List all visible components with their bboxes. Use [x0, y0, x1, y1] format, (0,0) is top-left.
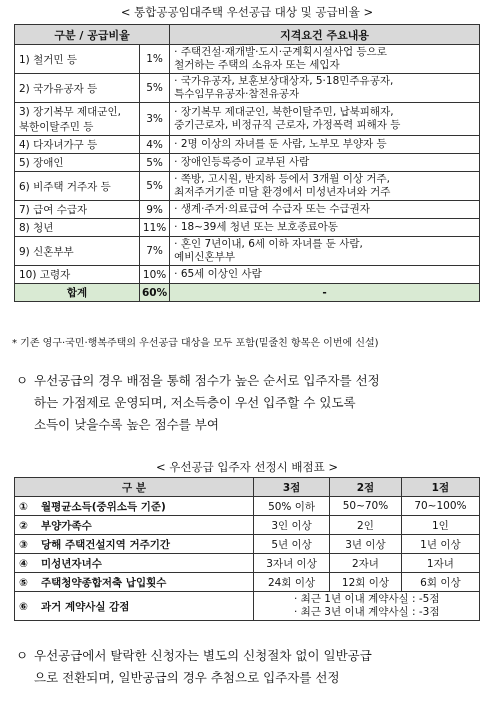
para1-line2: 하는 가점제로 운영되며, 저소득층이 우선 입주할 수 있도록 [34, 395, 356, 410]
header-2pts: 2점 [330, 478, 402, 497]
score-cell-v1: 1년 이상 [401, 535, 479, 554]
category-cell [15, 266, 140, 284]
score-cell-v3: 3인 이상 [254, 516, 330, 535]
header-requirements: 지격요건 주요내용 [170, 25, 480, 45]
header-item: 구 분 [15, 478, 254, 497]
item-label: 주택청약종합저축 납입횟수 [41, 576, 167, 589]
item-cell [15, 535, 254, 554]
ratio-cell: 1% [140, 45, 170, 74]
total-ratio: 60% [140, 284, 170, 302]
ratio-cell: 9% [140, 201, 170, 219]
table-row [15, 237, 480, 266]
score-cell-v3: 24회 이상 [254, 573, 330, 592]
item-cell [15, 497, 254, 516]
category-label: 4) 다자녀가구 등 [19, 139, 98, 151]
score-cell-v2: 12회 이상 [330, 573, 402, 592]
table-row [15, 554, 480, 573]
category-label: 6) 비주택 거주자 등 [19, 180, 111, 193]
category-label: 5) 장애인 [19, 157, 64, 169]
requirement-cell [170, 136, 480, 154]
requirement-cell [170, 103, 480, 136]
score-cell-v1: 6회 이상 [401, 573, 479, 592]
item-label: 월평균소득(중위소득 기준) [41, 500, 166, 513]
requirement-line: · 생계·주거·의료급여 수급자 또는 수급권자 [174, 203, 370, 215]
table-row [15, 154, 480, 172]
requirement-line: · 국가유공자, 보훈보상대상자, 5·18민주유공자, [174, 75, 394, 87]
ratio-cell: 10% [140, 266, 170, 284]
para2-line2: 으로 전환되며, 일반공급의 경우 추첨으로 입주자를 선정 [34, 670, 340, 685]
table1-title: < 통합공공임대주택 우선공급 대상 및 공급비율 > [120, 5, 374, 19]
item-number: ⑤ [19, 576, 28, 589]
ratio-cell: 5% [140, 154, 170, 172]
table-row [15, 201, 480, 219]
ratio-cell: 4% [140, 136, 170, 154]
bullet-marker: ㅇ [16, 648, 29, 663]
table-row [15, 516, 480, 535]
category-cell [15, 172, 140, 201]
requirement-cell [170, 172, 480, 201]
score-cell-v2: 2자녀 [330, 554, 402, 573]
total-requirement: - [170, 284, 480, 302]
requirement-line: · 장기복무 제대군인, 북한이탈주민, 납북피해자, [174, 106, 394, 118]
table2-title: < 우선공급 입주자 선정시 배점표 > [156, 460, 338, 474]
penalty-cell [254, 592, 480, 621]
score-cell-v1: 1자녀 [401, 554, 479, 573]
table-row [15, 592, 480, 621]
category-label: 2) 국가유공자 등 [19, 82, 98, 95]
requirement-line: · 장애인등록증이 교부된 사람 [174, 156, 310, 168]
category-cell [15, 136, 140, 154]
category-cell [15, 45, 140, 74]
category-label: 1) 철거민 등 [19, 53, 78, 66]
score-cell-v3: 50% 이하 [254, 497, 330, 516]
score-cell-v2: 3년 이상 [330, 535, 402, 554]
table-row [15, 497, 480, 516]
table-row [15, 172, 480, 201]
requirement-line: 중기근로자, 비정규직 근로자, 가정폭력 피해자 등 [174, 119, 401, 131]
table-row [15, 103, 480, 136]
header-1pt: 1점 [401, 478, 479, 497]
requirement-line: · 쪽방, 고시원, 반지하 등에서 3개월 이상 거주, [174, 173, 390, 185]
category-label: 3) 장기복무 제대군인, [19, 106, 121, 118]
category-label: 9) 신혼부부 [19, 245, 74, 258]
paragraph-scoring [16, 370, 482, 436]
category-cell [15, 74, 140, 103]
para1-line3: 소득이 낮을수록 높은 점수를 부여 [34, 417, 219, 432]
category-cell [15, 103, 140, 136]
category-label: 7) 급여 수급자 [19, 204, 88, 216]
requirement-line: · 2명 이상의 자녀를 둔 사람, 노부모 부양자 등 [174, 138, 387, 150]
category-cell [15, 201, 140, 219]
bullet-marker: ㅇ [16, 373, 29, 388]
table-row [15, 219, 480, 237]
total-label: 합계 [15, 284, 140, 302]
item-label: 당해 주택건설지역 거주기간 [41, 538, 171, 551]
requirement-cell [170, 201, 480, 219]
table-row [15, 45, 480, 74]
category-label-cont: 북한이탈주민 등 [19, 121, 94, 133]
score-cell-v2: 2인 [330, 516, 402, 535]
requirement-line: 예비신혼부부 [174, 251, 235, 263]
item-cell [15, 554, 254, 573]
table-row [15, 266, 480, 284]
item-number: ④ [19, 557, 28, 570]
score-cell-v1: 70~100% [401, 497, 479, 516]
category-label: 10) 고령자 [19, 269, 71, 281]
requirement-cell [170, 154, 480, 172]
paragraph-general-supply [16, 645, 482, 689]
category-cell [15, 219, 140, 237]
requirement-cell [170, 219, 480, 237]
header-category: 구분 / 공급비율 [15, 25, 170, 45]
item-cell [15, 573, 254, 592]
table-row [15, 74, 480, 103]
para2-line1: 우선공급에서 탈락한 신청자는 별도의 신청절차 없이 일반공급 [34, 648, 372, 663]
item-label: 부양가족수 [41, 519, 92, 532]
table-row [15, 573, 480, 592]
item-number: ⑥ [19, 600, 28, 613]
requirement-line: · 주택건설·재개발·도시·군계획시설사업 등으로 [174, 46, 387, 58]
item-number: ② [19, 519, 28, 532]
table-row [15, 535, 480, 554]
requirement-line: · 18~39세 청년 또는 보호종료아동 [174, 221, 338, 233]
category-cell [15, 154, 140, 172]
score-cell-v2: 50~70% [330, 497, 402, 516]
requirement-line: 특수임무유공자·참전유공자 [174, 88, 300, 100]
requirement-cell [170, 266, 480, 284]
requirement-cell [170, 74, 480, 103]
penalty-line: · 최근 3년 이내 계약사실 : -3점 [294, 606, 440, 618]
score-cell-v3: 5년 이상 [254, 535, 330, 554]
requirement-line: 최저주거기준 미달 환경에서 미성년자녀와 거주 [174, 186, 391, 198]
score-cell-v1: 1인 [401, 516, 479, 535]
item-cell [15, 516, 254, 535]
ratio-cell: 5% [140, 74, 170, 103]
item-label: 미성년자녀수 [41, 557, 102, 570]
category-cell [15, 237, 140, 266]
para1-line1: 우선공급의 경우 배점을 통해 점수가 높은 순서로 입주자를 선정 [34, 373, 380, 388]
requirement-line: · 65세 이상인 사람 [174, 268, 262, 280]
table-row [15, 136, 480, 154]
score-cell-v3: 3자녀 이상 [254, 554, 330, 573]
requirement-cell [170, 45, 480, 74]
ratio-cell: 7% [140, 237, 170, 266]
scoring-table [14, 477, 480, 621]
item-cell [15, 592, 254, 621]
requirement-cell [170, 237, 480, 266]
item-label: 과거 계약사실 감점 [41, 600, 130, 613]
ratio-cell: 3% [140, 103, 170, 136]
ratio-cell: 11% [140, 219, 170, 237]
penalty-line: · 최근 1년 이내 계약사실 : -5점 [294, 593, 440, 605]
category-label: 8) 청년 [19, 222, 54, 234]
requirement-line: 철거하는 주택의 소유자 또는 세입자 [174, 59, 340, 71]
requirement-line: · 혼인 7년이내, 6세 이하 자녀를 둔 사람, [174, 238, 363, 250]
ratio-cell: 5% [140, 172, 170, 201]
item-number: ③ [19, 538, 28, 551]
total-row [15, 284, 480, 302]
header-3pts: 3점 [254, 478, 330, 497]
priority-supply-table [14, 24, 480, 302]
item-number: ① [19, 500, 28, 513]
footnote: * 기존 영구·국민·행복주택의 우선공급 대상을 모두 포함(밑줄친 항목은 이번에 신설) [12, 338, 379, 349]
